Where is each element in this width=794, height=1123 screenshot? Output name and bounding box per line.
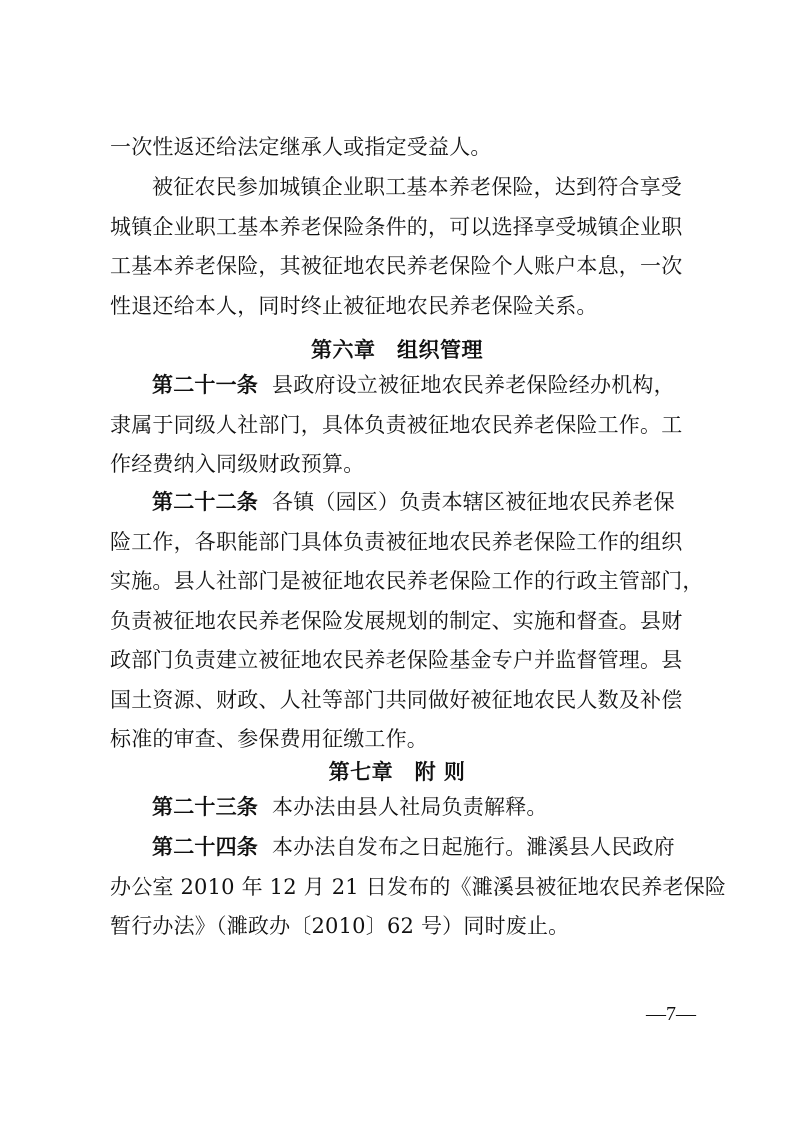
article-23 — [110, 788, 684, 828]
text-line — [110, 788, 684, 828]
text-line — [110, 483, 684, 523]
article-text: 本办法由县人社局负责解释。 — [272, 795, 548, 819]
text-line: 政部门负责建立被征地农民养老保险基金专户并监督管理。县 — [110, 648, 683, 672]
text-line: 隶属于同级人社部门，具体负责被征地农民养老保险工作。工 — [110, 412, 683, 437]
paragraph-pension-transfer — [110, 168, 684, 326]
text-line: 实施。县人社部门是被征地农民养老保险工作的行政主管部门， — [110, 569, 704, 593]
text-line — [110, 828, 684, 868]
article-text: 各镇（园区）负责本辖区被征地农民养老保 — [272, 490, 675, 514]
article-label: 第二十二条 — [152, 490, 258, 514]
text-line: 作经费纳入同级财政预算。 — [110, 452, 365, 476]
article-label: 第二十一条 — [152, 373, 258, 397]
paragraph-continuation — [110, 128, 684, 168]
article-21 — [110, 366, 684, 485]
page-number: —7— — [646, 1003, 696, 1025]
text-line: 险工作，各职能部门具体负责被征地农民养老保险工作的组织 — [110, 529, 683, 554]
text-line: 性退还给本人，同时终止被征地农民养老保险关系。 — [110, 293, 598, 318]
text-line: 一次性返还给法定继承人或指定受益人。 — [110, 135, 492, 159]
article-22 — [110, 483, 704, 760]
text-line — [110, 366, 684, 406]
text-line: 城镇企业职工基本养老保险条件的，可以选择享受城镇企业职 — [110, 214, 683, 239]
chapter-heading-six: 第六章 组织管理 — [311, 338, 483, 362]
chapter-heading-seven: 第七章 附 则 — [328, 760, 466, 784]
text-line: 国土资源、财政、人社等部门共同做好被征地农民人数及补偿 — [110, 687, 683, 712]
article-text: 县政府设立被征地农民养老保险经办机构， — [272, 373, 675, 397]
text-line: 工基本养老保险，其被征地农民养老保险个人账户本息，一次 — [110, 254, 683, 278]
text-line: 负责被征地农民养老保险发展规划的制定、实施和督查。县财 — [110, 608, 683, 633]
text-line: 被征农民参加城镇企业职工基本养老保险，达到符合享受 — [152, 175, 682, 199]
article-24 — [110, 828, 727, 947]
article-text: 本办法自发布之日起施行。濉溪县人民政府 — [272, 835, 675, 859]
article-label: 第二十四条 — [152, 835, 258, 859]
article-label: 第二十三条 — [152, 795, 258, 819]
text-line: 标准的审查、参保费用征缴工作。 — [110, 727, 428, 751]
text-line: 暂行办法》（濉政办〔2010〕62 号）同时废止。 — [110, 914, 570, 938]
text-line: 办公室 2010 年 12 月 21 日发布的《濉溪县被征地农民养老保险 — [110, 874, 727, 899]
